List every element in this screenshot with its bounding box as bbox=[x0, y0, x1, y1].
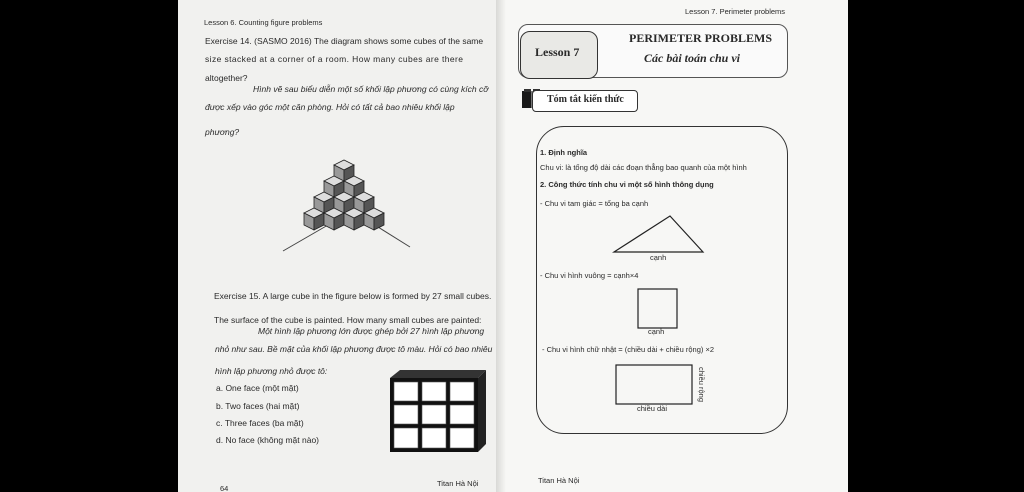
book-gutter bbox=[496, 0, 506, 492]
rectangle-shape bbox=[615, 364, 695, 406]
formula-heading: 2. Công thức tính chu vi một số hình thông dụng bbox=[540, 180, 714, 189]
ex15-line-1: Exercise 15. A large cube in the figure below is formed by 27 small cubes. bbox=[214, 291, 492, 301]
ex14-vi-line-3: phương? bbox=[205, 127, 240, 137]
definition-heading: 1. Định nghĩa bbox=[540, 148, 588, 157]
lesson7-header: Lesson 7. Perimeter problems bbox=[685, 7, 786, 16]
left-page bbox=[178, 0, 500, 492]
square-formula: - Chu vi hình vuông = cạnh×4 bbox=[540, 271, 639, 280]
rectangle-formula: - Chu vi hình chữ nhật = (chiều dài + chiều rộng) ×2 bbox=[542, 345, 714, 354]
square-side-label: cạnh bbox=[648, 327, 665, 336]
ex14-vi-line-1: Hình vẽ sau biểu diễn một số khối lập phương có cùng kích cỡ bbox=[253, 84, 489, 94]
knowledge-label: Tóm tắt kiến thức bbox=[547, 94, 624, 105]
ex15-vi-line-2: nhỏ như sau. Bề mặt của khối lập phương được tô màu. Hỏi có bao nhiêu bbox=[215, 344, 493, 354]
right-page bbox=[500, 0, 848, 492]
ex15-option-a: a. One face (một mặt) bbox=[216, 383, 299, 393]
lesson6-header: Lesson 6. Counting figure problems bbox=[204, 18, 323, 27]
ex14-vi-line-2: được xếp vào góc một căn phòng. Hỏi có tất cả bao nhiêu khối lập bbox=[205, 102, 455, 112]
ex15-vi-line-1: Một hình lập phương lớn được ghép bởi 27 hình lập phương bbox=[258, 326, 485, 336]
ex15-line-2: The surface of the cube is painted. How many small cubes are painted: bbox=[214, 315, 482, 325]
ex15-vi-line-3: hình lập phương nhỏ được tô: bbox=[215, 366, 328, 376]
lesson-label: Lesson 7 bbox=[535, 45, 580, 59]
title-vi: Các bài toán chu vi bbox=[644, 51, 741, 65]
triangle-shape bbox=[612, 213, 706, 255]
title-en: PERIMETER PROBLEMS bbox=[629, 31, 773, 45]
large-cube-figure bbox=[386, 368, 490, 454]
ex15-option-d: d. No face (không mặt nào) bbox=[216, 435, 320, 445]
ex14-line-1: Exercise 14. (SASMO 2016) The diagram shows some cubes of the same bbox=[205, 36, 484, 46]
page-number: 64 bbox=[220, 484, 229, 492]
stacked-cubes-figure bbox=[278, 155, 418, 260]
left-footer: Titan Hà Nội bbox=[437, 479, 479, 488]
ex15-option-c: c. Three faces (ba mặt) bbox=[216, 418, 304, 428]
square-shape bbox=[637, 288, 679, 330]
definition-text: Chu vi: là tổng độ dài các đoạn thẳng bao quanh của một hình bbox=[540, 163, 747, 172]
triangle-formula: - Chu vi tam giác = tổng ba cạnh bbox=[540, 199, 649, 208]
ex14-line-3: altogether? bbox=[205, 73, 248, 83]
ex15-option-b: b. Two faces (hai mặt) bbox=[216, 401, 300, 411]
triangle-side-label: cạnh bbox=[650, 253, 667, 262]
right-footer: Titan Hà Nội bbox=[538, 476, 580, 485]
rectangle-width-label: chiều rộng bbox=[697, 367, 706, 403]
rectangle-length-label: chiều dài bbox=[637, 404, 668, 413]
ex14-line-2: size stacked at a corner of a room. How many cubes are there bbox=[205, 54, 464, 64]
